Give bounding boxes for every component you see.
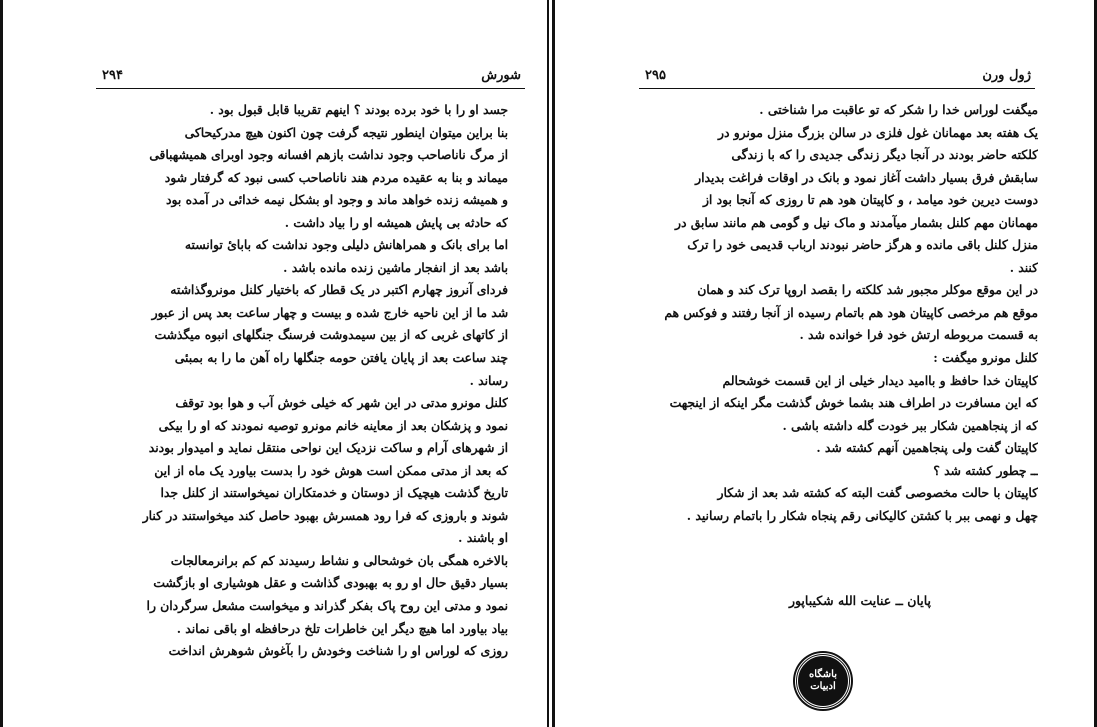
text-line: میماند و بنا به عقیده مردم هند ناناصاحب کسی نبود که گرفتار شود xyxy=(164,169,508,185)
text-line: که این مسافرت در اطراف هند بشما خوش گذشت مگر اینکه از اینجهت xyxy=(669,395,1038,411)
text-line: فردای آنروز چهارم اکتبر در یک قطار که باختیار کلنل مونروگذاشته xyxy=(170,282,508,298)
text-line: تاریخ گذشت هیچیک از دوستان و خدمتکاران نمیخواستند از کلنل جدا xyxy=(160,485,508,501)
text-line: که حادثه بی پایش همیشه او را بیاد داشت . xyxy=(284,214,508,230)
left-page xyxy=(60,0,535,727)
text-line: از مرگ ناناصاحب وجود نداشت بازهم افسانه وجود اوبرای همیشهباقی xyxy=(149,147,508,163)
left-page-number: ۲۹۴ xyxy=(102,68,123,83)
text-line: در این موقع موکلر مجبور شد کلکته را بقصد اروپا ترک کند و همان xyxy=(697,282,1038,298)
text-line: اما برای بانک و همراهانش دلیلی وجود نداشت که بابائ توانسته xyxy=(184,237,508,253)
right-page-header xyxy=(639,62,1035,89)
text-line: موقع هم مرخصی کاپیتان هود هم باتمام رسیده از آنجا رفتند و فوکس هم xyxy=(664,304,1038,320)
text-line: چهل و نهمی ببر با کشتن کالیکانی رقم پنجاه شکار را باتمام رسانید . xyxy=(686,507,1038,523)
library-seal-logo: باشگاه ادبیات xyxy=(795,653,851,709)
text-line: بنا براین میتوان اینطور نتیجه گرفت چون اکنون هیچ مدرکیحاکی xyxy=(184,124,508,140)
text-line: که بعد از مدتی ممکن است هوش خود را بدست بیاورد یک ماه از این xyxy=(154,462,508,478)
scan-edge-left xyxy=(0,0,3,727)
text-line: منزل کلنل باقی مانده و هرگز حاضر نبودند ارباب قدیمی خود را ترک xyxy=(687,237,1038,253)
text-line: کاپیتان با حالت مخصوصی گفت البته که کشته شد بعد از شکار xyxy=(717,485,1038,501)
text-line: بیاد بیاورد اما هیچ دیگر این خاطرات تلخ درحافظه او باقی نماند . xyxy=(176,620,508,636)
left-page-body xyxy=(98,99,508,663)
right-page-body xyxy=(643,99,1038,527)
text-line: از کاتهای غربی که از بین سیمدوشت فرسنگ جنگلهای انبوه میگذشت xyxy=(154,327,508,343)
text-line: جسد او را با خود برده بودند ؟ اینهم تقریبا قابل قبول بود . xyxy=(209,102,508,117)
text-line: یک هفته بعد مهمانان غول فلزی در سالن بزرگ منزل مونرو در xyxy=(718,124,1038,140)
text-line: بالاخره همگی بان خوشحالی و نشاط رسیدند کم کم برانرمعالجات xyxy=(170,552,508,568)
right-page xyxy=(595,0,1073,727)
text-line: شد ما از این ناحیه خارج شده و بیست و چهار ساعت بعد پس از عبور xyxy=(151,304,508,320)
left-running-title: شورش xyxy=(481,68,521,83)
text-line: کلکته حاضر بودند در آنجا دیگر زندگی جدیدی را که با زندگی xyxy=(731,147,1038,163)
text-line: چند ساعت بعد از پایان یافتن حومه جنگلها راه آهن ما را به بمبئی xyxy=(174,350,508,366)
text-line: او باشند . xyxy=(458,530,508,546)
text-line: از شهرهای آرام و ساکت نزدیک این نواحی منتقل نماید و امیدوار بودند xyxy=(148,440,508,456)
text-line: کلنل مونرو مدتی در این شهر که خیلی خوش آب و هوا بود توقف xyxy=(175,395,508,411)
text-line: کاپیتان گفت ولی پنجاهمین آنهم کشته شد . xyxy=(816,440,1038,456)
left-page-header xyxy=(96,62,525,89)
right-running-title: ژول ورن xyxy=(982,68,1031,83)
text-line: روزی که لوراس او را شناخت وخودش را بآغوش شوهرش انداخت xyxy=(168,643,508,659)
book-gutter xyxy=(547,0,555,727)
text-line: کاپیتان خدا حافظ و باامید دیدار خیلی از این قسمت خوشحالم xyxy=(722,372,1038,388)
text-line: کلنل مونرو میگفت : xyxy=(933,350,1038,366)
text-line: و همیشه زنده خواهد ماند و وجود او بشکل نیمه خدائی در آمده بود xyxy=(166,192,508,208)
text-line: ــ چطور کشته شد ؟ xyxy=(933,462,1038,478)
text-line: مهمانان مهم کلنل بشمار میآمدند و ماک نیل و گومی هم مانند سابق در xyxy=(675,214,1038,230)
end-signature: پایان ــ عنایت الله شکیباپور xyxy=(788,593,932,608)
text-line: نمود و مدتی این روح پاک بفکر گذراند و میخواست مشعل سرگردان را xyxy=(146,598,508,614)
right-page-number: ۲۹۵ xyxy=(645,68,666,83)
text-line: رساند . xyxy=(469,372,508,388)
text-line: نمود و پزشکان بعد از معاینه خانم مونرو توصیه نمودند که او را بیکی xyxy=(158,417,508,433)
text-line: که از پنجاهمین شکار ببر خودت گله داشته باشی . xyxy=(782,417,1038,433)
text-line: بسیار دقیق حال او رو به بهبودی گذاشت و عقل هوشیاری او بازگشت xyxy=(153,575,508,591)
text-line: دوست دیرین خود میامد ، و کاپیتان هود هم تا روزی که آنجا بود از xyxy=(702,192,1038,208)
text-line: سابقش فرق بسیار داشت آغاز نمود و بانک در اوقات فراغت بدیدار xyxy=(695,169,1038,185)
text-line: باشد بعد از انفجار ماشین زنده مانده باشد . xyxy=(283,259,508,275)
text-line: شوند و باروزی که فرا رود همسرش بهبود حاصل کند میخواستند در کنار xyxy=(142,507,508,523)
text-line: به قسمت مربوطه ارتش خود فرا خوانده شد . xyxy=(799,327,1038,343)
text-line: کنند . xyxy=(1009,259,1038,275)
text-line: میگفت لوراس خدا را شکر که تو عاقبت مرا شناختی . xyxy=(759,102,1038,117)
